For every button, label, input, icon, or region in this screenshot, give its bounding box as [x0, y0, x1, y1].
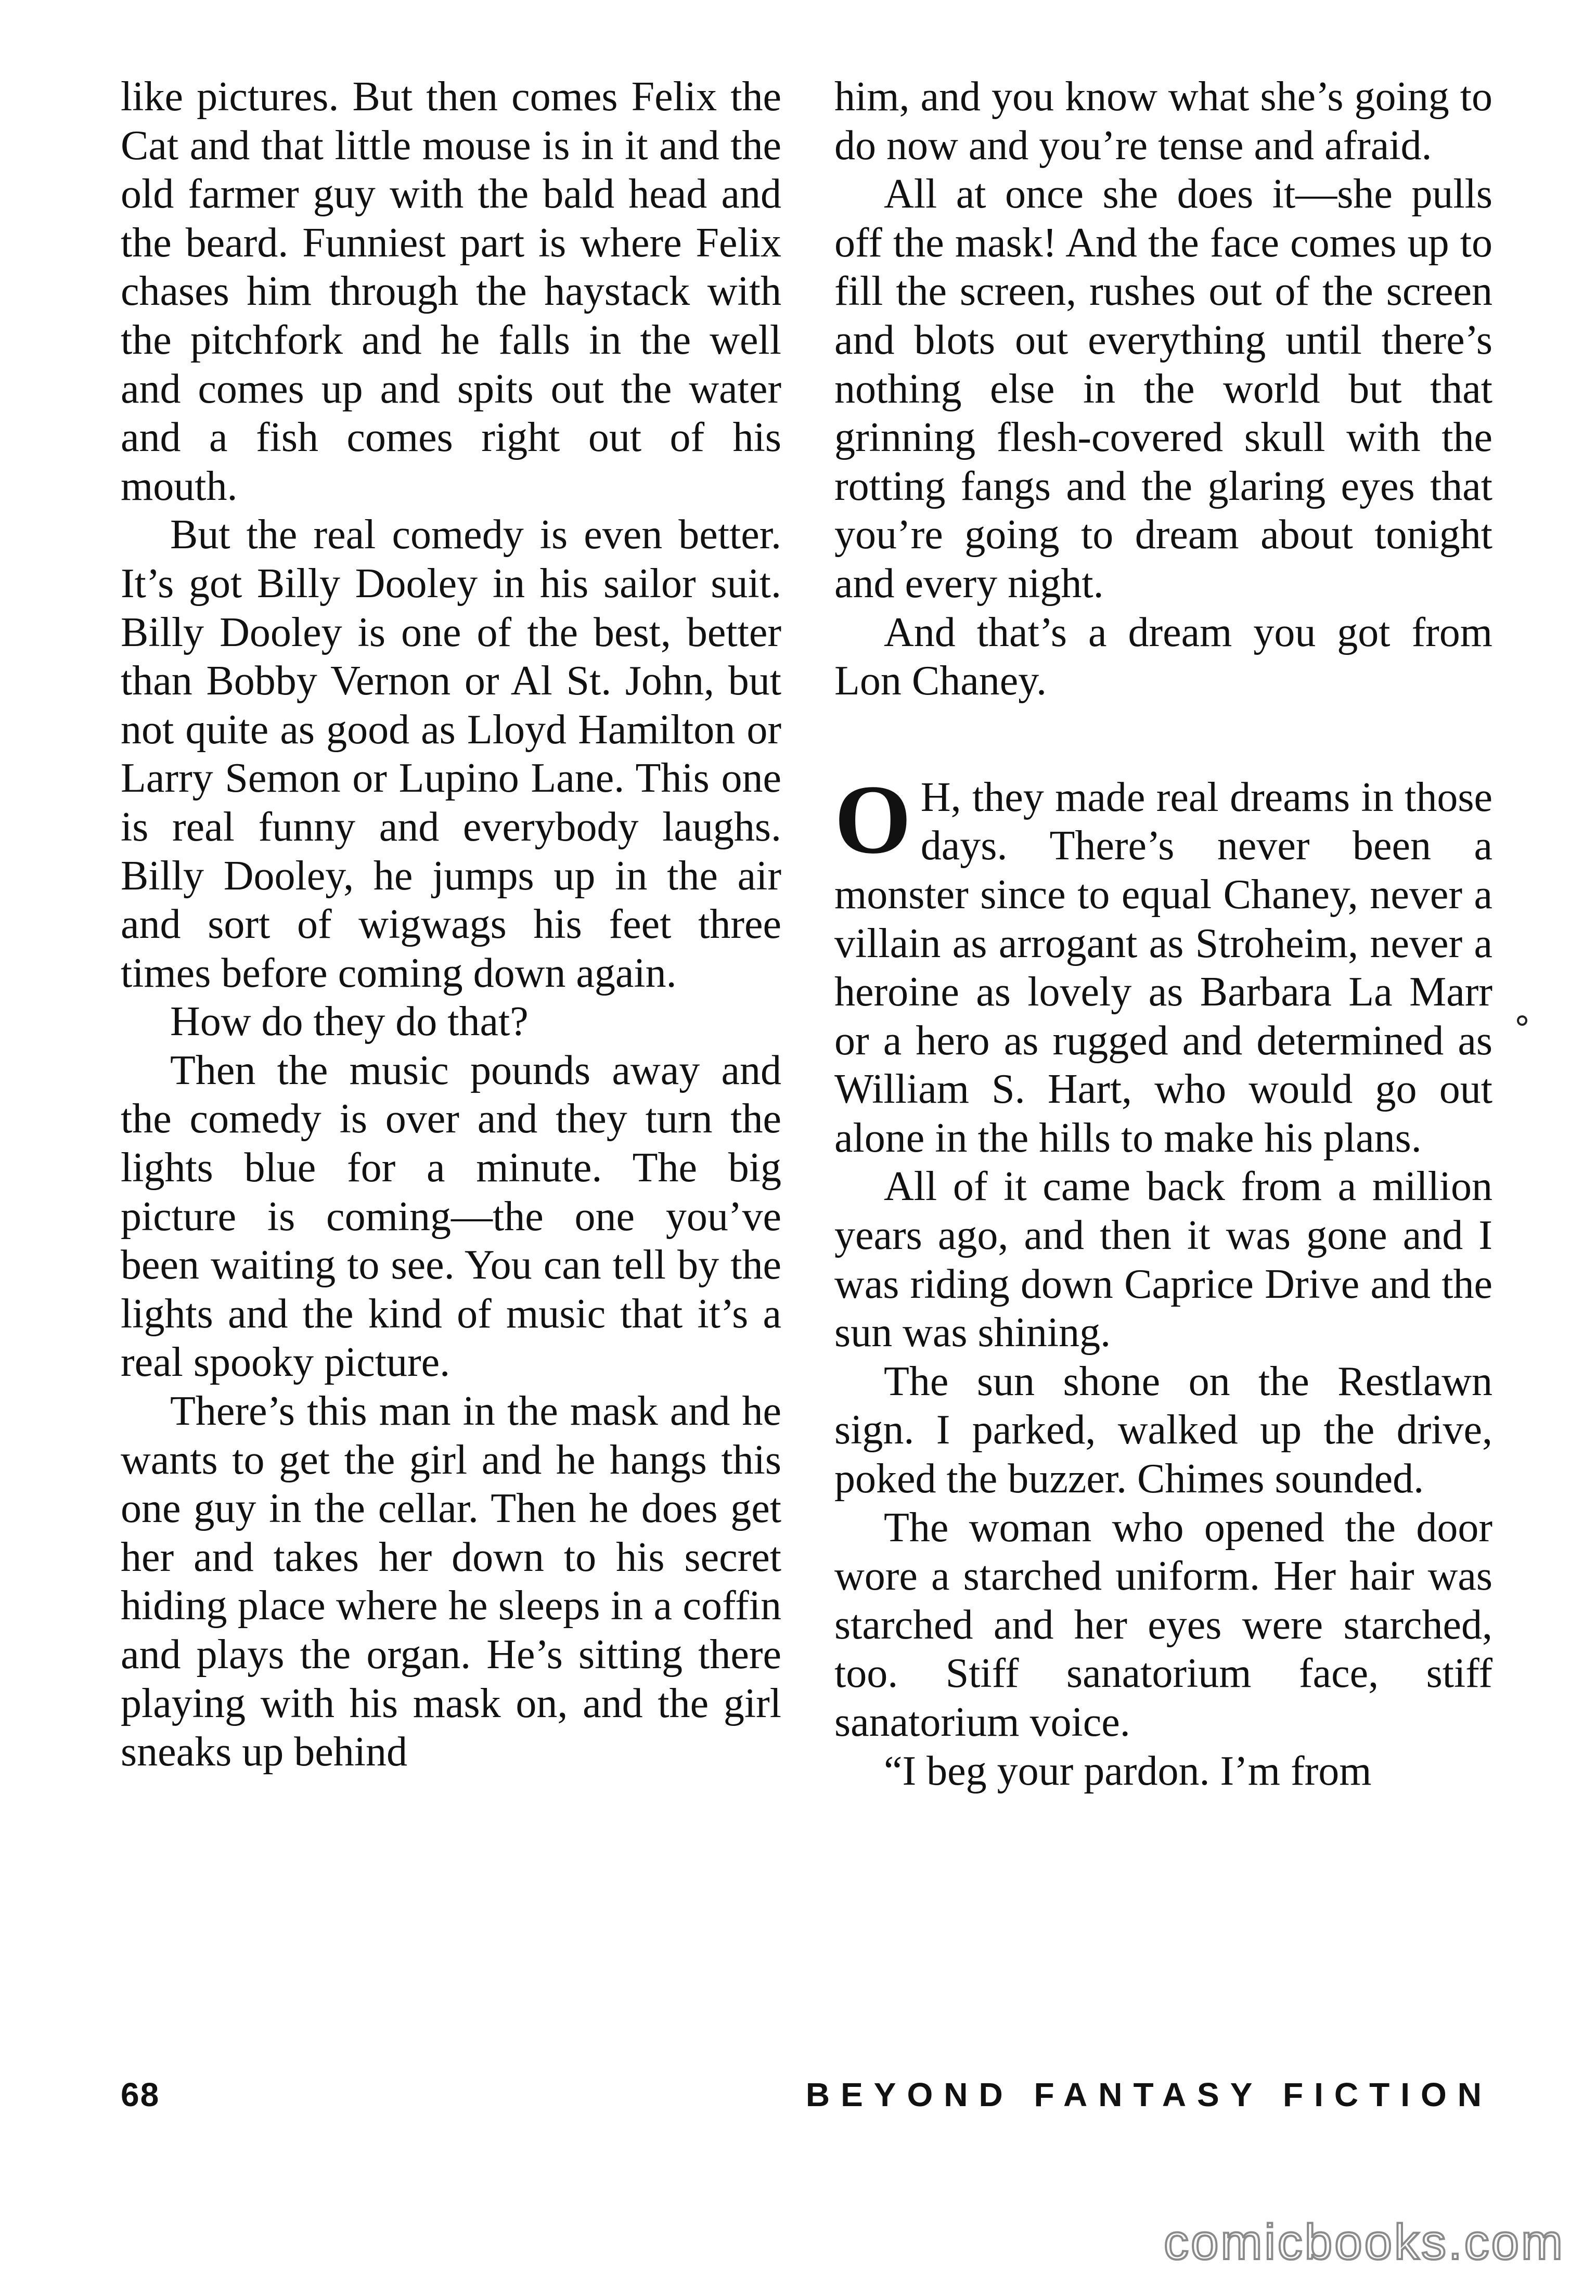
paragraph: How do they do that?	[170, 999, 529, 1045]
watermark-logo: comicbooks.com	[1164, 2214, 1565, 2270]
margin-circle-mark	[1517, 1015, 1527, 1026]
paragraph: There’s this man in the mask and he wants to get the girl and he hangs this one guy in the cellar. Then he does get her and takes her down to his secret hiding place where he sleeps in a coffin and plays the organ. He’s sitting there playing with his mask on, and the girl sneaks up behind	[121, 1388, 781, 1775]
page-number: 68	[121, 2076, 160, 2113]
paragraph: The sun shone on the Restlawn sign. I parked, walked up the drive, poked the buzzer. Chimes sounded.	[834, 1358, 1492, 1502]
paragraph: like pictures. But then comes Felix the Cat and that little mouse is in it and the old farmer guy with the bald head and the beard. Funniest part is where Felix chases him through the haystack with the pitchfork and he falls in the well and comes up and spits out the water and a fish comes right out of his mouth.	[121, 74, 781, 509]
paragraph: All at once she does it—she pulls off the mask! And the face comes up to fill the screen, rushes out of the screen and blots out everything until there’s nothing else in the world but that grinning flesh-covered skull with the rotting fangs and the glaring eyes that you’re going to dream about tonight and every night.	[834, 171, 1492, 607]
paragraph: him, and you know what she’s going to do now and you’re tense and afraid.	[834, 74, 1492, 169]
section-opening-paragraph	[834, 765, 1492, 1163]
paragraph: But the real comedy is even better. It’s got Billy Dooley in his sailor suit. Billy Dooley is one of the best, better than Bobby Vernon or Al St. John, but not quite as good as Lloyd Hamilton or Larry Semon or Lupino Lane. This one is real funny and everybody laughs. Billy Dooley, he jumps up in the air and sort of wigwags his feet three times before coming down again.	[121, 512, 781, 996]
paragraph: The woman who opened the door wore a starched uniform. Her hair was starched and her eyes were starched, too. Stiff sanatorium face, stiff sanatorium voice.	[834, 1504, 1492, 1745]
paragraph: All of it came back from a million years ago, and then it was gone and I was riding down Caprice Drive and the sun was shining.	[834, 1164, 1492, 1356]
running-title: BEYOND FANTASY FICTION	[805, 2076, 1492, 2113]
paragraph: Then the music pounds away and the comedy is over and they turn the lights blue for a minute. The big picture is coming—the one you’ve been waiting to see. You can tell by the lights and the kind of music that it’s a real spooky picture.	[121, 1047, 781, 1386]
section-opening-text: H, they made real dreams in those days. There’s never been a monster since to equal Chaney, never a villain as arrogant as Stroheim, never a heroine as lovely as Barbara La Marr or a hero as rugged and determined as William S. Hart, who would go out alone in the hills to make his plans.	[834, 774, 1492, 1161]
paragraph: And that’s a dream you got from Lon Chaney.	[834, 609, 1492, 704]
right-column	[834, 73, 1492, 1796]
drop-cap: O	[834, 765, 911, 874]
paragraph: “I beg your pardon. I’m from	[884, 1748, 1372, 1794]
left-column	[121, 73, 781, 1777]
